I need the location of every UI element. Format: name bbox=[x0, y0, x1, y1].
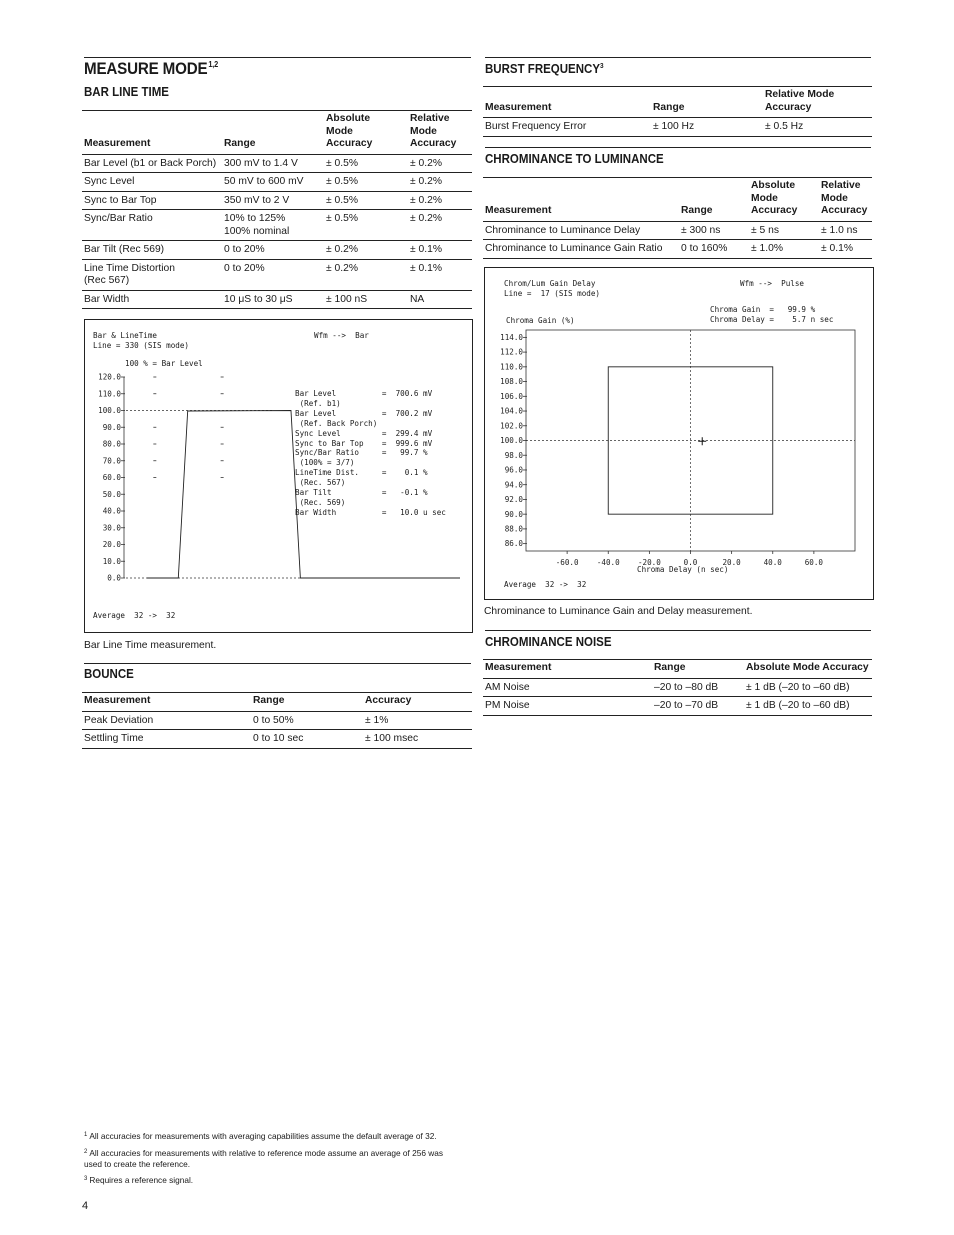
y-tick-label: 110.0 bbox=[98, 389, 121, 399]
y-tick-label: 0.0 bbox=[107, 573, 121, 583]
table-cell: Settling Time bbox=[82, 730, 251, 749]
y-tick-label: 100.0 bbox=[500, 436, 523, 446]
y-tick-label: 80.0 bbox=[102, 439, 121, 449]
table-row bbox=[82, 173, 472, 192]
table-cell: ± 0.1% bbox=[408, 259, 472, 290]
y-tick-label: 90.0 bbox=[102, 422, 121, 432]
y-tick-label: 92.0 bbox=[504, 495, 523, 505]
reference-label: 100 % = Bar Level bbox=[125, 359, 203, 368]
section-rule bbox=[84, 663, 471, 664]
table-header-row bbox=[483, 660, 872, 679]
figure-header-left: Bar & LineTime Line = 330 (SIS mode) bbox=[93, 331, 190, 350]
y-tick-label: 110.0 bbox=[500, 362, 523, 372]
table-cell: 0 to 50% bbox=[251, 711, 363, 730]
measurement-point-marker bbox=[698, 437, 706, 445]
table-cell: ± 1 dB (–20 to –60 dB) bbox=[744, 678, 872, 697]
x-axis-label: Chroma Delay (n sec) bbox=[637, 565, 729, 574]
table-cell: NA bbox=[408, 290, 472, 309]
table-cell: Peak Deviation bbox=[82, 711, 251, 730]
table-cell: ± 1.0 ns bbox=[819, 221, 872, 240]
bar-line-time-caption: Bar Line Time measurement. bbox=[84, 640, 217, 651]
bounce-table bbox=[82, 692, 472, 749]
column-header: Accuracy bbox=[363, 693, 472, 712]
y-tick-label: 50.0 bbox=[102, 489, 121, 499]
y-tick-label: 108.0 bbox=[500, 377, 523, 387]
column-header: Measurement bbox=[483, 178, 679, 222]
x-tick-label: 0.0 bbox=[683, 558, 698, 567]
section-rule bbox=[485, 57, 871, 58]
y-tick-label: 86.0 bbox=[504, 539, 523, 549]
footnote-2: $^2$ All accuracies for measurements with relative to reference mode assume an average of 256 was used to create the reference. bbox=[84, 1148, 444, 1169]
table-row bbox=[483, 221, 872, 240]
table-cell: 10% to 125% 100% nominal bbox=[222, 210, 324, 241]
page-number: 4 bbox=[82, 1200, 89, 1212]
y-tick-label: 30.0 bbox=[102, 523, 121, 533]
measurement-readout: Chroma Gain = 99.9 % Chroma Delay = 5.7 n sec bbox=[710, 305, 834, 324]
table-cell: ± 0.2% bbox=[408, 173, 472, 192]
table-cell: ± 100 msec bbox=[363, 730, 472, 749]
bar-line-time-figure bbox=[84, 319, 473, 633]
column-header: Range bbox=[251, 693, 363, 712]
table-cell: ± 0.2% bbox=[324, 259, 408, 290]
table-row bbox=[483, 240, 872, 259]
figure-footer: Average 32 -> 32 bbox=[93, 611, 176, 620]
footnote-3: $^3$ Requires a reference signal. bbox=[84, 1175, 194, 1185]
x-tick-label: 40.0 bbox=[763, 558, 782, 567]
y-tick-label: 104.0 bbox=[500, 406, 523, 416]
column-header: Measurement bbox=[82, 111, 222, 155]
table-cell: AM Noise bbox=[483, 678, 652, 697]
column-header: Relative Mode Accuracy bbox=[408, 111, 472, 155]
y-tick-label: 60.0 bbox=[102, 473, 121, 483]
table-cell: Sync Level bbox=[82, 173, 222, 192]
figure-header-left: Chrom/Lum Gain Delay Line = 17 (SIS mode) bbox=[504, 279, 601, 298]
chroma-lum-caption: Chrominance to Luminance Gain and Delay measurement. bbox=[484, 606, 753, 617]
column-header: Relative Mode Accuracy bbox=[819, 178, 872, 222]
chroma-lum-figure bbox=[484, 267, 874, 600]
column-header: Range bbox=[652, 660, 744, 679]
table-row bbox=[82, 290, 472, 309]
column-header: Absolute Mode Accuracy bbox=[749, 178, 819, 222]
x-tick-label: -60.0 bbox=[555, 558, 579, 567]
table-row bbox=[82, 154, 472, 173]
chroma-noise-heading: CHROMINANCE NOISE bbox=[485, 635, 612, 649]
table-cell: ± 0.5% bbox=[324, 210, 408, 241]
burst-frequency-table bbox=[483, 86, 872, 137]
table-cell: ± 0.2% bbox=[324, 241, 408, 260]
table-header-row bbox=[483, 87, 872, 118]
table-cell: ± 0.5 Hz bbox=[763, 118, 872, 137]
table-cell: PM Noise bbox=[483, 697, 652, 716]
table-cell: 300 mV to 1.4 V bbox=[222, 154, 324, 173]
table-cell: Sync to Bar Top bbox=[82, 191, 222, 210]
y-tick-label: 120.0 bbox=[98, 372, 121, 382]
table-cell: Bar Level (b1 or Back Porch) bbox=[82, 154, 222, 173]
column-header: Range bbox=[679, 178, 749, 222]
table-cell: 350 mV to 2 V bbox=[222, 191, 324, 210]
x-tick-label: -40.0 bbox=[596, 558, 620, 567]
column-header: Measurement bbox=[483, 660, 652, 679]
gain-delay-chart bbox=[485, 268, 871, 597]
figure-header-right: Wfm --> Bar bbox=[314, 331, 369, 340]
y-tick-label: 96.0 bbox=[504, 465, 523, 475]
table-cell: ± 300 ns bbox=[679, 221, 749, 240]
table-cell: Bar Tilt (Rec 569) bbox=[82, 241, 222, 260]
table-cell: Sync/Bar Ratio bbox=[82, 210, 222, 241]
bar-waveform-line bbox=[147, 411, 460, 579]
table-cell: Line Time Distortion (Rec 567) bbox=[82, 259, 222, 290]
y-axis-label: Chroma Gain (%) bbox=[506, 316, 575, 325]
table-header-row bbox=[483, 178, 872, 222]
y-tick-label: 100.0 bbox=[98, 406, 121, 416]
column-header: Range bbox=[222, 111, 324, 155]
x-tick-label: -20.0 bbox=[637, 558, 661, 567]
table-cell: ± 1 dB (–20 to –60 dB) bbox=[744, 697, 872, 716]
table-cell: Burst Frequency Error bbox=[483, 118, 651, 137]
table-cell: Chrominance to Luminance Gain Ratio bbox=[483, 240, 679, 259]
table-cell: ± 0.2% bbox=[408, 191, 472, 210]
bar-waveform-chart bbox=[85, 320, 470, 630]
table-cell: 0 to 160% bbox=[679, 240, 749, 259]
table-header-row bbox=[82, 693, 472, 712]
table-cell: ± 0.1% bbox=[408, 241, 472, 260]
table-row bbox=[483, 678, 872, 697]
table-cell: ± 5 ns bbox=[749, 221, 819, 240]
column-header: Absolute Mode Accuracy bbox=[744, 660, 872, 679]
bar-line-time-heading: BAR LINE TIME bbox=[84, 85, 169, 99]
column-header: Relative Mode Accuracy bbox=[763, 87, 872, 118]
y-tick-label: 94.0 bbox=[504, 480, 523, 490]
table-row bbox=[483, 697, 872, 716]
table-cell: 0 to 10 sec bbox=[251, 730, 363, 749]
chroma-to-lum-table bbox=[483, 177, 872, 259]
bounce-heading: BOUNCE bbox=[84, 667, 134, 681]
table-cell: ± 100 nS bbox=[324, 290, 408, 309]
table-row bbox=[483, 118, 872, 137]
table-row bbox=[82, 191, 472, 210]
table-header-row bbox=[82, 111, 472, 155]
y-tick-label: 10.0 bbox=[102, 556, 121, 566]
table-cell: –20 to –80 dB bbox=[652, 678, 744, 697]
table-cell: ± 0.5% bbox=[324, 191, 408, 210]
footnote-1: $^1$ All accuracies for measurements with averaging capabilities assume the default average of 32. bbox=[84, 1131, 437, 1141]
column-header: Measurement bbox=[82, 693, 251, 712]
table-row bbox=[82, 711, 472, 730]
burst-frequency-heading: BURST FREQUENCY$^3$ bbox=[485, 62, 604, 76]
table-cell: Bar Width bbox=[82, 290, 222, 309]
x-tick-label: 20.0 bbox=[722, 558, 741, 567]
measurement-readout: Bar Level = 700.6 mV (Ref. b1) Bar Level = 700.2 mV (Ref. Back Porch) Sync Level = 299.4 mV Sync to Bar Top = 999.6 mV Sync/Bar Ratio = 99.7 % (100% = 3/7) LineTime Dist. = 0.1 % (Rec. 567) Bar Tilt = -0.1 % (Rec. 569) Bar Width = 10.0 u sec bbox=[295, 389, 446, 517]
y-tick-label: 112.0 bbox=[500, 347, 523, 357]
y-tick-label: 106.0 bbox=[500, 391, 523, 401]
table-row bbox=[82, 259, 472, 290]
y-tick-label: 40.0 bbox=[102, 506, 121, 516]
section-rule bbox=[485, 147, 871, 148]
column-header: Absolute Mode Accuracy bbox=[324, 111, 408, 155]
x-tick-label: 60.0 bbox=[804, 558, 824, 567]
table-cell: ± 0.2% bbox=[408, 154, 472, 173]
page-title: MEASURE MODE$^{1,2}$ bbox=[84, 60, 219, 78]
table-cell: ± 0.2% bbox=[408, 210, 472, 241]
y-tick-label: 102.0 bbox=[500, 421, 523, 431]
chroma-to-lum-heading: CHROMINANCE TO LUMINANCE bbox=[485, 152, 664, 166]
table-row bbox=[82, 210, 472, 241]
table-cell: ± 0.5% bbox=[324, 173, 408, 192]
y-tick-label: 70.0 bbox=[102, 456, 121, 466]
table-cell: ± 100 Hz bbox=[651, 118, 763, 137]
section-rule bbox=[485, 630, 871, 631]
table-cell: ± 0.1% bbox=[819, 240, 872, 259]
table-cell: –20 to –70 dB bbox=[652, 697, 744, 716]
table-cell: Chrominance to Luminance Delay bbox=[483, 221, 679, 240]
table-cell: 50 mV to 600 mV bbox=[222, 173, 324, 192]
figure-header-right: Wfm --> Pulse bbox=[740, 279, 805, 288]
table-cell: ± 1.0% bbox=[749, 240, 819, 259]
figure-footer: Average 32 -> 32 bbox=[504, 580, 587, 589]
section-rule bbox=[84, 57, 471, 58]
y-tick-label: 88.0 bbox=[504, 524, 523, 534]
table-row bbox=[82, 241, 472, 260]
table-cell: 0 to 20% bbox=[222, 241, 324, 260]
column-header: Range bbox=[651, 87, 763, 118]
bar-line-time-table bbox=[82, 110, 472, 309]
column-header: Measurement bbox=[483, 87, 651, 118]
y-tick-label: 20.0 bbox=[102, 540, 121, 550]
y-tick-label: 114.0 bbox=[500, 332, 523, 342]
y-tick-label: 98.0 bbox=[504, 450, 523, 460]
table-cell: 0 to 20% bbox=[222, 259, 324, 290]
chroma-noise-table bbox=[483, 659, 872, 716]
table-cell: ± 0.5% bbox=[324, 154, 408, 173]
table-cell: ± 1% bbox=[363, 711, 472, 730]
y-tick-label: 90.0 bbox=[504, 509, 523, 519]
table-cell: 10 μS to 30 μS bbox=[222, 290, 324, 309]
table-row bbox=[82, 730, 472, 749]
